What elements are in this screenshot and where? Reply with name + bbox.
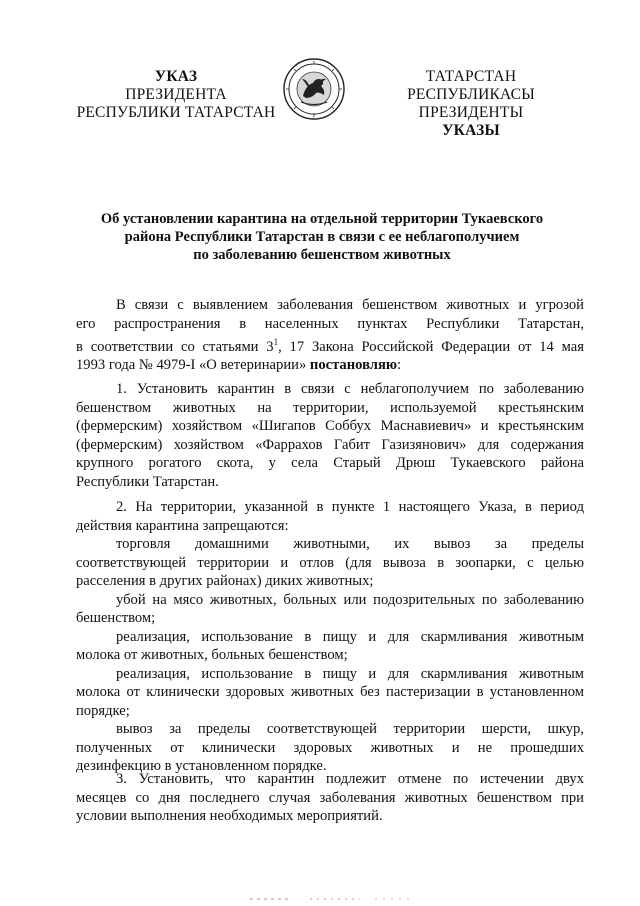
item-2-line: расселения в других районах) диких животных; — [76, 573, 374, 589]
item-1-line: (фермерским) хозяйством «Шигапов Соббух Маснавиевич» и крестьянским — [76, 418, 584, 434]
item-2-line: полученных от клинически здоровых животных и не прошедших — [76, 739, 584, 756]
title-line-3: по заболеванию бешенством животных — [193, 247, 451, 263]
item-3-paragraph — [76, 770, 584, 826]
intro-line — [76, 356, 584, 375]
item-2-line: реализация, использование в пищу и для скармливания животным — [116, 628, 584, 645]
item-1-line: крупного рогатого скота, у села Старый Дрюш Тукаевского района — [76, 455, 584, 471]
item-1-line: 1. Установить карантин в связи с неблагополучием по заболеванию — [116, 381, 584, 397]
item-1-line: Республики Татарстан. — [76, 473, 219, 490]
header-left-line-3: РЕСПУБЛИКИ ТАТАРСТАН — [76, 104, 276, 121]
intro-paragraph — [76, 296, 584, 375]
item-2-line: торговля домашними животными, их вывоз за пределы — [116, 536, 584, 552]
header-right-line-1: ТАТАРСТАН РЕСПУБЛИКАСЫ — [407, 68, 535, 103]
intro-line: В связи с выявлением заболевания бешенством животных и угрозой — [116, 297, 584, 313]
item-3-line: 3. Установить, что карантин подлежит отмене по истечении двух — [116, 771, 584, 787]
title-line-2: района Республики Татарстан в связи с ее неблагополучием — [124, 229, 520, 245]
item-2-line: соответствующей территории и отлов (для вывоза в зоопарки, с целью — [76, 554, 584, 571]
item-2-line: действия карантина запрещаются: — [76, 517, 289, 534]
item-1-line: бешенством животных на территории, используемой крестьянским — [76, 399, 584, 416]
header-left-block — [72, 68, 280, 122]
header-right-line-2: ПРЕЗИДЕНТЫ — [418, 104, 524, 121]
page-cut-marks — [250, 888, 410, 892]
item-2-line: вывоз за пределы соответствующей территории шерсти, шкур, — [116, 721, 584, 737]
tatarstan-coat-of-arms-icon — [283, 58, 345, 120]
intro-line-3-end: , 17 Закона Российской Федерации от 14 мая — [278, 338, 584, 355]
intro-line-3-start: в соответствии со статьями 3 — [76, 338, 274, 355]
decree-end: : — [397, 357, 402, 374]
header-right-line-3: УКАЗЫ — [442, 122, 500, 139]
document-title — [80, 210, 564, 264]
article-superscript: 1 — [273, 337, 279, 347]
item-1-line: (фермерским) хозяйством «Фаррахов Габит Газизянович» для содержания — [76, 436, 584, 453]
item-2-line: бешенством; — [76, 610, 156, 626]
item-2-line: молока от животных, больных бешенством; — [76, 647, 348, 663]
item-2-line: порядке; — [76, 702, 130, 719]
item-2-paragraph — [76, 498, 584, 776]
item-3-line: месяцев со дня последнего случая заболевания животных бешенством при — [76, 789, 584, 806]
item-3-line: условии выполнения необходимых мероприятий. — [76, 808, 383, 824]
intro-line-4: 1993 года № 4979-I «О ветеринарии» — [76, 357, 310, 374]
item-2-line: убой на мясо животных, больных или подозрительных по заболеванию — [116, 591, 584, 608]
header-left-line-2: ПРЕЗИДЕНТА — [125, 86, 227, 103]
decree-word: постановляю — [309, 357, 397, 374]
item-2-line: дезинфекцию в установленном порядке. — [76, 758, 327, 774]
intro-line: его распространения в населенных пунктах Республики Татарстан, — [76, 315, 584, 332]
title-line-1: Об установлении карантина на отдельной территории Тукаевского — [100, 211, 544, 227]
header-right-block — [360, 68, 582, 140]
item-2-line: 2. На территории, указанной в пункте 1 настоящего Указа, в период — [116, 499, 584, 515]
intro-line — [76, 333, 584, 356]
header-left-line-1: УКАЗ — [154, 68, 198, 85]
item-1-paragraph — [76, 380, 584, 491]
item-2-line: молока от клинически здоровых животных без пастеризации в установленном — [76, 684, 584, 700]
item-2-line: реализация, использование в пищу и для скармливания животным — [116, 665, 584, 682]
